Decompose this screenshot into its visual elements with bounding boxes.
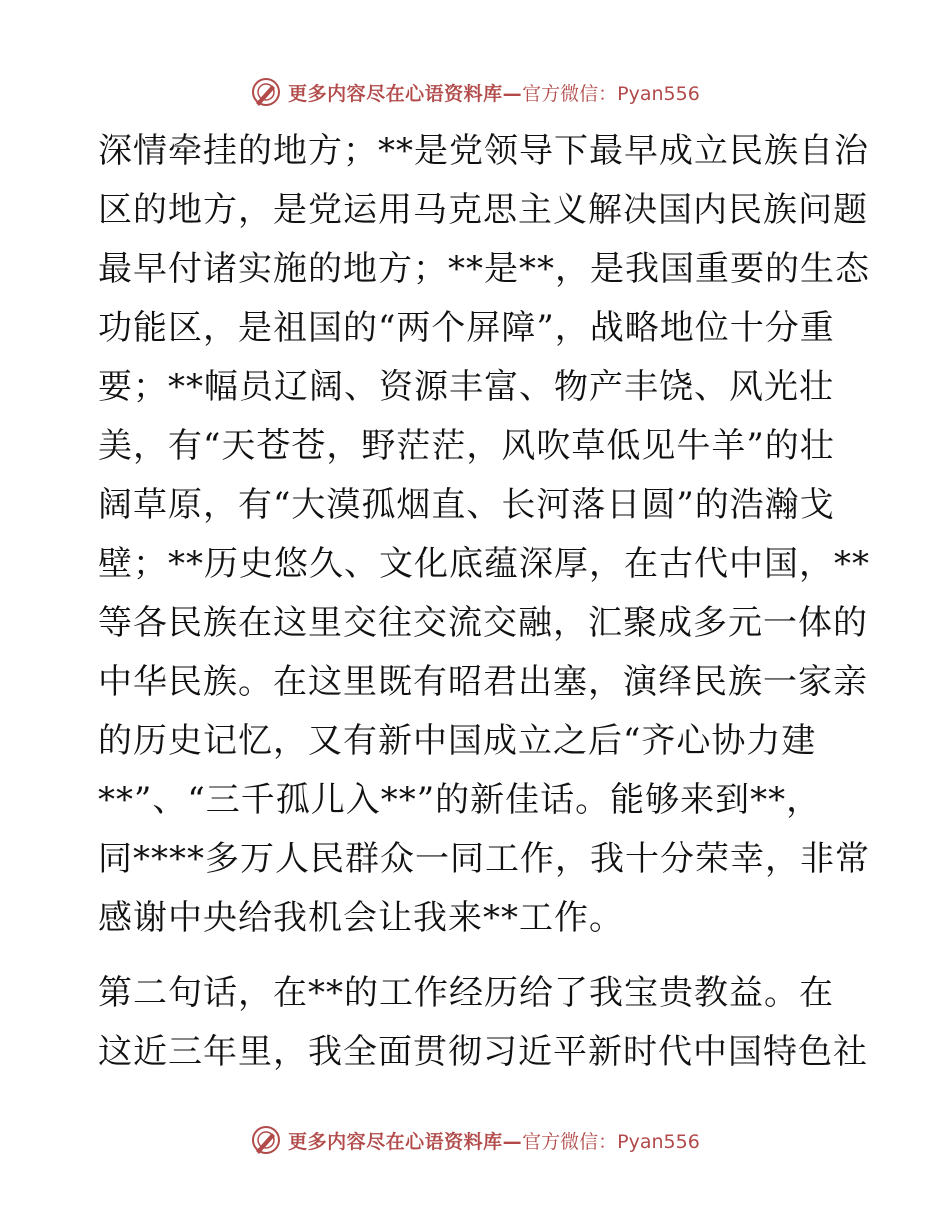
document-body — [98, 122, 870, 1082]
text-line: 区的地方，是党运用马克思主义解决国内民族问题 — [98, 190, 868, 230]
footer-main-text: 更多内容尽在心语资料库— — [288, 1130, 523, 1153]
text-line: 等各民族在这里交往交流交融，汇聚成多元一体的 — [98, 603, 868, 643]
text-line: 最早付诸实施的地方；**是**，是我国重要的生态 — [98, 249, 870, 289]
footer-wechat-text: 官方微信：Pyan556 — [522, 1130, 700, 1153]
text-line: 深情牵挂的地方；**是党领导下最早成立民族自治 — [98, 131, 869, 171]
text-line: 要；**幅员辽阔、资源丰富、物产丰饶、风光壮 — [98, 367, 834, 407]
text-line: 壁；**历史悠久、文化底蕴深厚，在古代中国，** — [98, 544, 870, 584]
text-line: 功能区，是祖国的“两个屏障”，战略地位十分重 — [98, 308, 835, 348]
text-line: 阔草原，有“大漠孤烟直、长河落日圆”的浩瀚戈 — [98, 485, 835, 525]
text-line: 这近三年里，我全面贯彻习近平新时代中国特色社 — [98, 1032, 868, 1072]
pen-logo-icon — [250, 76, 282, 108]
header-wechat-text: 官方微信：Pyan556 — [522, 82, 700, 105]
text-line: 美，有“天苍苍，野茫茫，风吹草低见牛羊”的壮 — [98, 426, 835, 466]
text-line: **”、“三千孤儿入**”的新佳话。能够来到**， — [98, 780, 822, 820]
pen-logo-icon — [250, 1124, 282, 1156]
text-line: 中华民族。在这里既有昭君出塞，演绎民族一家亲 — [98, 662, 868, 702]
header-banner — [0, 72, 950, 112]
text-line: 的历史记忆，又有新中国成立之后“齐心协力建 — [98, 721, 817, 761]
text-line: 同****多万人民群众一同工作，我十分荣幸，非常 — [98, 839, 870, 879]
header-main-text: 更多内容尽在心语资料库— — [288, 82, 523, 105]
text-line: 感谢中央给我机会让我来**工作。 — [98, 898, 624, 938]
footer-banner — [0, 1120, 950, 1160]
text-line: 第二句话，在**的工作经历给了我宝贵教益。在 — [98, 973, 834, 1013]
